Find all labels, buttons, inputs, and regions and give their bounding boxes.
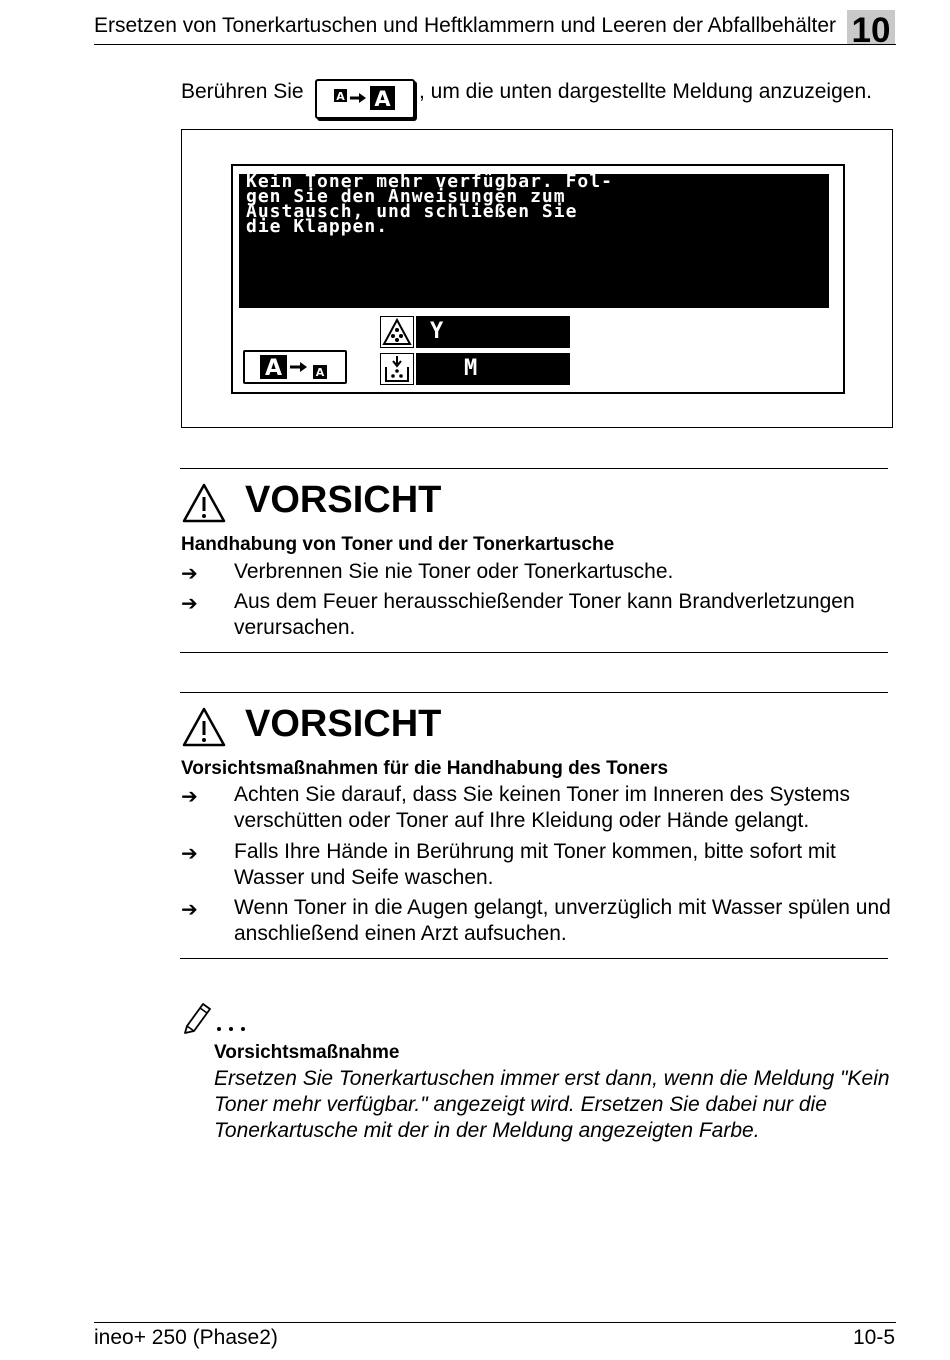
shrink-font-icon: [245, 352, 345, 382]
caution-title: VORSICHT: [245, 703, 442, 745]
running-header-title: Ersetzen von Tonerkartuschen und Heftklammern und Leeren der Abfallbehälter: [94, 14, 837, 37]
toner-empty-icon: [380, 353, 414, 385]
message-line: Austausch, und schließen Sie: [246, 201, 578, 222]
caution-subtitle: Vorsichtsmaßnahmen für die Handhabung des Toners: [181, 758, 669, 779]
message-line: Kein Toner mehr verfügbar. Fol-: [246, 171, 613, 192]
bullet-arrow: ➔: [181, 786, 198, 808]
svg-text:A: A: [264, 356, 283, 381]
caution-top-rule: [180, 692, 888, 693]
pencil-note-icon: [181, 998, 251, 1034]
toner-row-magenta: M: [416, 353, 570, 385]
message-line: die Klappen.: [246, 216, 389, 237]
enlarge-font-icon: [317, 81, 413, 117]
svg-text:A: A: [374, 87, 391, 111]
screen-message: [246, 171, 826, 237]
intro-text-before: Berühren Sie: [181, 80, 304, 103]
footer-product-name: ineo+ 250 (Phase2): [94, 1326, 278, 1349]
caution-item: Falls Ihre Hände in Berührung mit Toner kommen, bitte sofort mit Wasser und Seife waschen.: [234, 840, 836, 889]
chapter-number: 10: [851, 11, 891, 50]
caution-item: Verbrennen Sie nie Toner oder Tonerkartusche.: [234, 560, 674, 583]
note-heading: Vorsichtsmaßnahme: [214, 1042, 400, 1063]
caution-item: Wenn Toner in die Augen gelangt, unverzüglich mit Wasser spülen und anschließend einen Arzt aufsuchen.: [234, 896, 891, 945]
bullet-arrow: ➔: [181, 563, 198, 585]
bullet-arrow: ➔: [181, 899, 198, 921]
caution-item: Achten Sie darauf, dass Sie keinen Toner im Inneren des Systems verschütten oder Toner auf Ihre Kleidung oder Hände gelangt.: [234, 783, 850, 832]
caution-title: VORSICHT: [245, 479, 442, 521]
warning-triangle-icon: [181, 706, 227, 748]
intro-text-after: , um die unten dargestellte Meldung anzuzeigen.: [419, 80, 872, 103]
caution-bottom-rule: [180, 958, 888, 959]
enlarge-font-key-button[interactable]: [315, 79, 415, 119]
page-number: 10-5: [852, 1326, 895, 1349]
bullet-arrow: ➔: [181, 843, 198, 865]
shrink-font-key-button[interactable]: [243, 350, 347, 384]
footer-rule: [94, 1322, 896, 1323]
svg-text:A: A: [336, 90, 345, 103]
note-text: Ersetzen Sie Tonerkartuschen immer erst dann, wenn die Meldung "Kein Toner mehr verfügbar." angezeigt wird. Ersetzen Sie dabei nur die Tonerkartusche mit der in der Meldung angezeigten Farbe.: [214, 1067, 890, 1142]
caution-top-rule: [180, 468, 888, 469]
caution-bottom-rule: [180, 652, 888, 653]
bullet-arrow: ➔: [181, 593, 198, 615]
message-line: gen Sie den Anweisungen zum: [246, 186, 566, 207]
toner-warning-icon: [380, 316, 414, 348]
caution-item: Aus dem Feuer herausschießender Toner kann Brandverletzungen verursachen.: [234, 590, 855, 639]
warning-triangle-icon: [181, 482, 227, 524]
svg-text:A: A: [315, 366, 325, 379]
toner-row-yellow: Y: [416, 316, 570, 348]
caution-subtitle: Handhabung von Toner und der Tonerkartusche: [181, 534, 615, 555]
header-rule: [94, 44, 896, 45]
